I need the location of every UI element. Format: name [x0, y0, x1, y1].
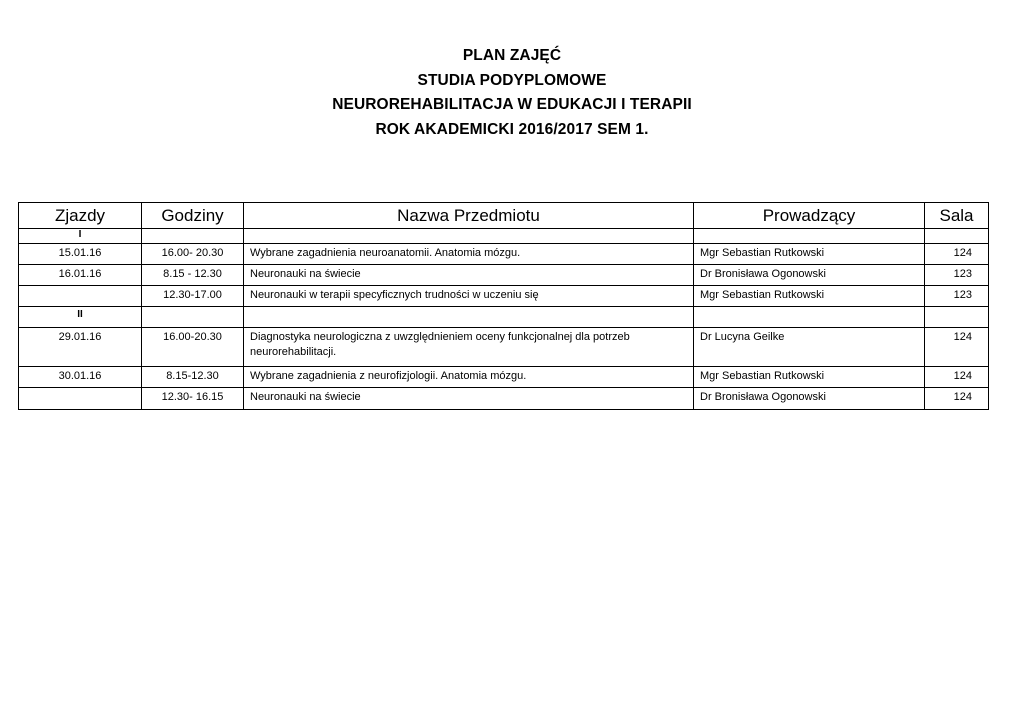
przedmiot-cell: Diagnostyka neurologiczna z uwzględnieniem oceny funkcjonalnej dla potrzeb neurorehabilitacji.	[244, 328, 694, 367]
sala-cell: 124	[925, 367, 989, 388]
table-row	[19, 307, 989, 328]
przedmiot-cell: Neuronauki w terapii specyficznych trudności w uczeniu się	[244, 286, 694, 307]
godziny-cell: 12.30-17.00	[142, 286, 244, 307]
title-line-2: STUDIA PODYPLOMOWE	[417, 71, 607, 89]
schedule-table	[18, 202, 989, 410]
table-row	[19, 328, 989, 367]
zjazd-cell	[19, 286, 142, 307]
zjazd-cell: 30.01.16	[19, 367, 142, 388]
prowadzacy-cell: Dr Lucyna Geilke	[694, 328, 925, 367]
title-line-1: PLAN ZAJĘĆ	[462, 47, 562, 64]
sala-cell	[925, 229, 989, 244]
sala-cell	[925, 307, 989, 328]
prowadzacy-cell	[694, 307, 925, 328]
prowadzacy-cell: Mgr Sebastian Rutkowski	[694, 244, 925, 265]
table-row	[19, 265, 989, 286]
table-row	[19, 286, 989, 307]
table-header-row	[19, 203, 989, 229]
title-line-4: ROK AKADEMICKI 2016/2017 SEM 1.	[375, 120, 649, 138]
sala-cell: 124	[925, 328, 989, 367]
zjazd-cell: 16.01.16	[19, 265, 142, 286]
godziny-cell: 16.00-20.30	[142, 328, 244, 367]
prowadzacy-cell: Dr Bronisława Ogonowski	[694, 265, 925, 286]
zjazd-cell: I	[19, 229, 142, 244]
prowadzacy-cell: Dr Bronisława Ogonowski	[694, 388, 925, 410]
column-header-godziny: Godziny	[142, 203, 244, 229]
column-header-zjazdy: Zjazdy	[19, 203, 142, 229]
zjazd-cell: 29.01.16	[19, 328, 142, 367]
table-row	[19, 388, 989, 410]
przedmiot-cell: Neuronauki na świecie	[244, 265, 694, 286]
column-header-sala: Sala	[925, 203, 989, 229]
sala-cell: 124	[925, 388, 989, 410]
sala-cell: 123	[925, 265, 989, 286]
table-row	[19, 244, 989, 265]
godziny-cell: 8.15-12.30	[142, 367, 244, 388]
prowadzacy-cell: Mgr Sebastian Rutkowski	[694, 367, 925, 388]
table-row	[19, 229, 989, 244]
przedmiot-cell: Wybrane zagadnienia z neurofizjologii. Anatomia mózgu.	[244, 367, 694, 388]
zjazd-cell: II	[19, 307, 142, 328]
column-header-nazwa-przedmiotu: Nazwa Przedmiotu	[244, 203, 694, 229]
przedmiot-cell: Wybrane zagadnienia neuroanatomii. Anatomia mózgu.	[244, 244, 694, 265]
godziny-cell: 8.15 - 12.30	[142, 265, 244, 286]
column-header-prowadzacy: Prowadzący	[694, 203, 925, 229]
sala-cell: 124	[925, 244, 989, 265]
godziny-cell	[142, 229, 244, 244]
godziny-cell	[142, 307, 244, 328]
przedmiot-cell	[244, 307, 694, 328]
table-row	[19, 367, 989, 388]
godziny-cell: 12.30- 16.15	[142, 388, 244, 410]
przedmiot-cell: Neuronauki na świecie	[244, 388, 694, 410]
prowadzacy-cell	[694, 229, 925, 244]
sala-cell: 123	[925, 286, 989, 307]
prowadzacy-cell: Mgr Sebastian Rutkowski	[694, 286, 925, 307]
title-line-3: NEUROREHABILITACJA W EDUKACJI I TERAPII	[332, 96, 692, 113]
godziny-cell: 16.00- 20.30	[142, 244, 244, 265]
zjazd-cell	[19, 388, 142, 410]
document-title	[0, 44, 1024, 142]
zjazd-cell: 15.01.16	[19, 244, 142, 265]
przedmiot-cell	[244, 229, 694, 244]
